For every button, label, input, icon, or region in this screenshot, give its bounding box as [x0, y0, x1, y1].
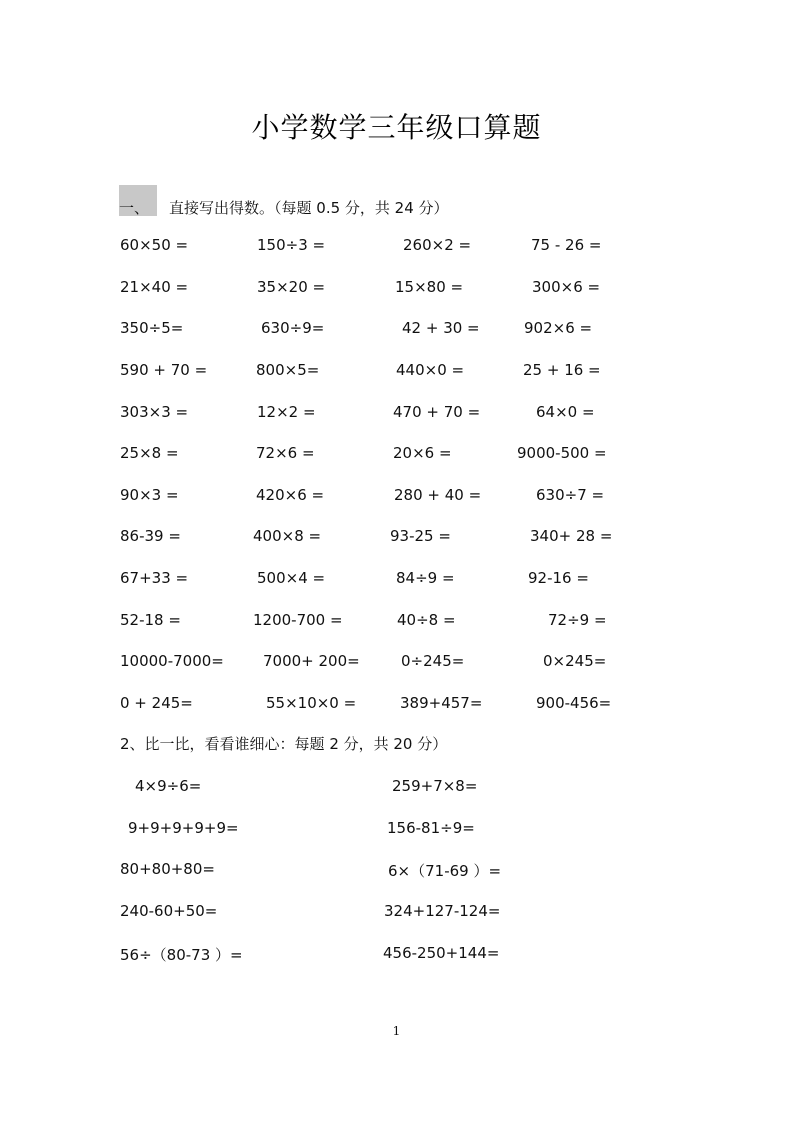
- problem: 9+9+9+9+9=: [128, 819, 239, 837]
- problem: 52-18 =: [120, 611, 181, 629]
- section-2-heading: 2、比一比，看看谁细心：每题 2 分，共 20 分）: [120, 735, 448, 753]
- problem: 800×5=: [256, 361, 320, 379]
- problem: 9000-500 =: [517, 444, 607, 462]
- problem: 93-25 =: [390, 527, 451, 545]
- problem: 1200-700 =: [253, 611, 343, 629]
- page-number: 1: [392, 1024, 401, 1038]
- page-title: 小学数学三年级口算题: [251, 111, 542, 144]
- problem-row: [0, 611, 793, 633]
- problem: 350÷5=: [120, 319, 184, 337]
- problem: 40÷8 =: [397, 611, 456, 629]
- problem: 389+457=: [400, 694, 483, 712]
- problem: 67+33 =: [120, 569, 189, 587]
- problem-row: [0, 902, 793, 924]
- problem: 42 + 30 =: [402, 319, 480, 337]
- problem: 324+127-124=: [384, 902, 501, 920]
- problem: 240-60+50=: [120, 902, 218, 920]
- problem: 55×10×0 =: [266, 694, 357, 712]
- problem: 15×80 =: [395, 278, 464, 296]
- problem: 75 - 26 =: [531, 236, 602, 254]
- problem: 20×6 =: [393, 444, 452, 462]
- section-1-number: 一、: [119, 199, 150, 217]
- problem-row: [0, 694, 793, 716]
- problem: 456-250+144=: [383, 944, 500, 962]
- problem: 12×2 =: [257, 403, 316, 421]
- problem: 470 + 70 =: [393, 403, 481, 421]
- problem-row: [0, 777, 793, 799]
- problem: 0×245=: [543, 652, 607, 670]
- problem: 260×2 =: [403, 236, 472, 254]
- problem: 300×6 =: [532, 278, 601, 296]
- problem: 0÷245=: [401, 652, 465, 670]
- problem: 280 + 40 =: [394, 486, 482, 504]
- section-1-instruction: 直接写出得数。（每题 0.5 分，共 24 分）: [169, 199, 449, 217]
- problem: 6×（71-69 ）=: [388, 862, 502, 880]
- problem: 60×50 =: [120, 236, 189, 254]
- problem: 900-456=: [536, 694, 612, 712]
- problem-row: [0, 819, 793, 841]
- problem-row: [0, 860, 793, 882]
- problem-row: [0, 944, 793, 966]
- problem-row: [0, 652, 793, 674]
- problem: 340+ 28 =: [530, 527, 613, 545]
- problem: 25×8 =: [120, 444, 179, 462]
- problem: 0 + 245=: [120, 694, 193, 712]
- problem-row: [0, 278, 793, 300]
- problem: 72÷9 =: [548, 611, 607, 629]
- problem: 902×6 =: [524, 319, 593, 337]
- problem: 630÷7 =: [536, 486, 605, 504]
- problem-row: [0, 444, 793, 466]
- problem: 259+7×8=: [392, 777, 478, 795]
- problem: 80+80+80=: [120, 860, 215, 878]
- problem: 72×6 =: [256, 444, 315, 462]
- problem: 303×3 =: [120, 403, 189, 421]
- problem: 56÷（80-73 ）=: [120, 946, 243, 964]
- problem: 440×0 =: [396, 361, 465, 379]
- problem-row: [0, 403, 793, 425]
- problem-row: [0, 319, 793, 341]
- problem: 92-16 =: [528, 569, 589, 587]
- problem-row: [0, 527, 793, 549]
- problem: 420×6 =: [256, 486, 325, 504]
- problem: 84÷9 =: [396, 569, 455, 587]
- problem: 25 + 16 =: [523, 361, 601, 379]
- problem: 156-81÷9=: [387, 819, 475, 837]
- problem-row: [0, 569, 793, 591]
- problem: 630÷9=: [261, 319, 325, 337]
- problem-row: [0, 486, 793, 508]
- problem: 590 + 70 =: [120, 361, 208, 379]
- problem: 7000+ 200=: [263, 652, 360, 670]
- problem: 21×40 =: [120, 278, 189, 296]
- problem-row: [0, 236, 793, 258]
- problem: 35×20 =: [257, 278, 326, 296]
- problem: 4×9÷6=: [135, 777, 202, 795]
- problem-row: [0, 361, 793, 383]
- problem: 10000-7000=: [120, 652, 224, 670]
- problem: 90×3 =: [120, 486, 179, 504]
- problem: 500×4 =: [257, 569, 326, 587]
- problem: 86-39 =: [120, 527, 181, 545]
- problem: 64×0 =: [536, 403, 595, 421]
- problem: 150÷3 =: [257, 236, 326, 254]
- problem: 400×8 =: [253, 527, 322, 545]
